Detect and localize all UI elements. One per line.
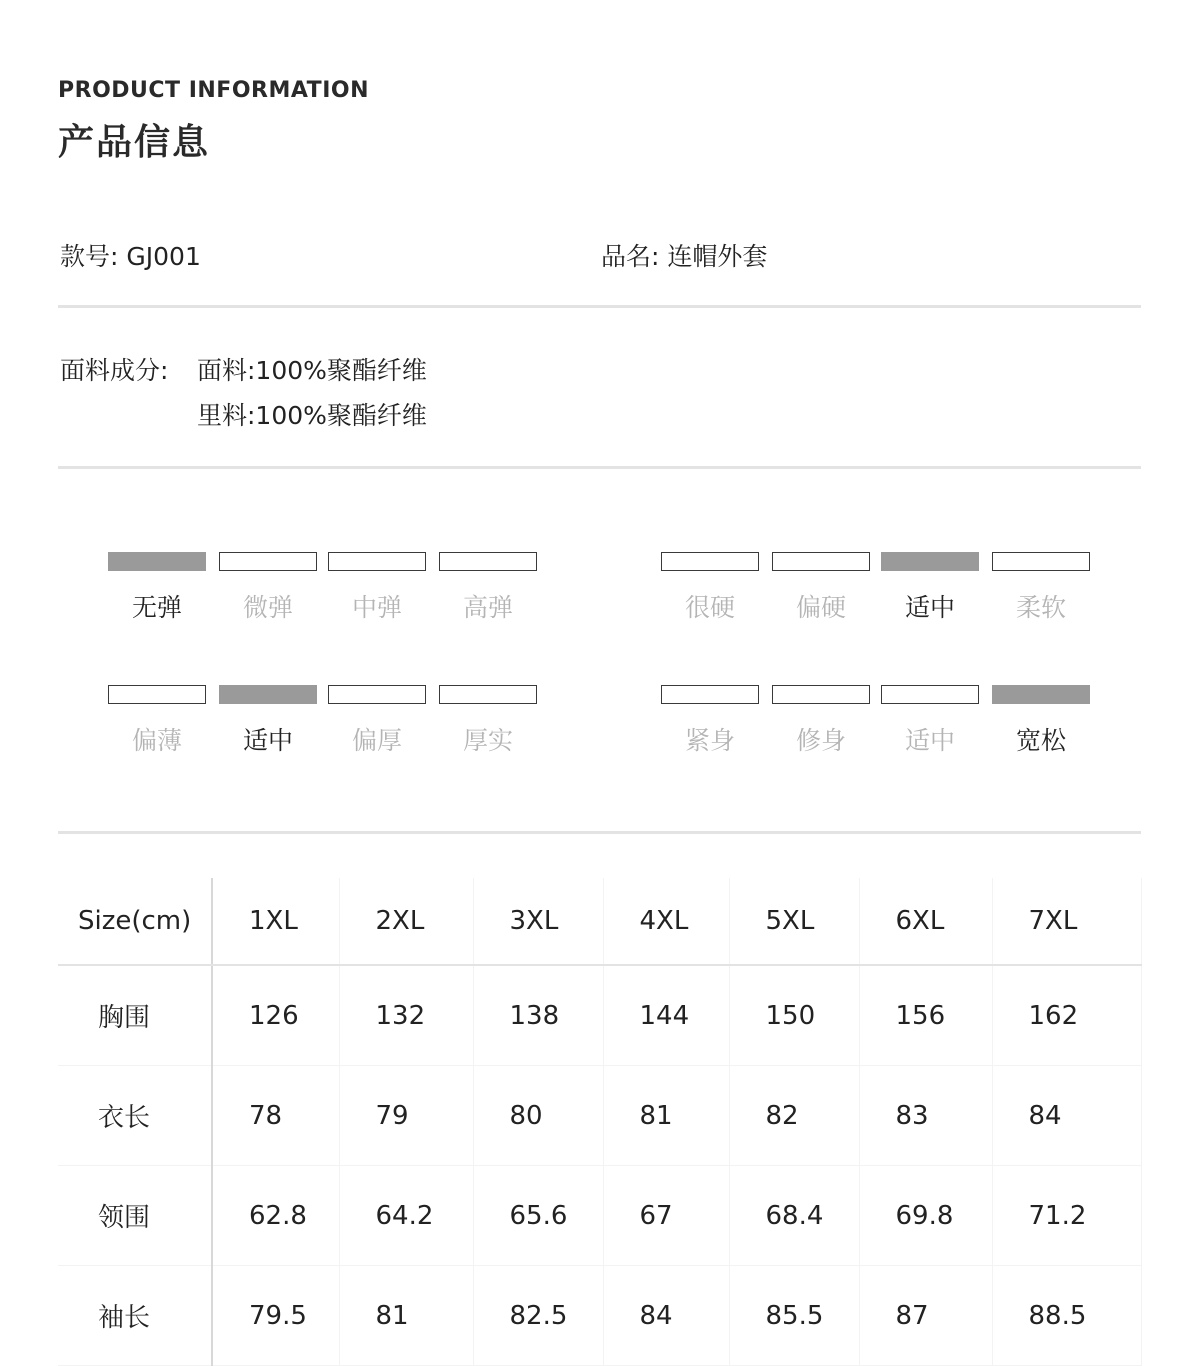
scale-option-label: 偏硬: [795, 593, 846, 622]
size-column-header: 7XL: [992, 878, 1141, 965]
measurement-value: 138: [473, 965, 603, 1066]
scale-option-label: 厚实: [462, 726, 513, 755]
scale-indicator-selected: [992, 685, 1090, 704]
scale-option-label: 微弹: [242, 593, 293, 622]
measurement-value: 162: [992, 965, 1141, 1066]
scale-indicator: [108, 685, 206, 704]
scale-indicator: [661, 552, 759, 571]
size-column-header: 5XL: [729, 878, 859, 965]
size-column-header: 1XL: [212, 878, 339, 965]
scale-indicator-selected: [881, 552, 979, 571]
divider: [58, 831, 1141, 834]
scale-option-label: 适中: [904, 726, 955, 755]
table-row: [58, 1166, 1141, 1266]
scale-indicator: [328, 552, 426, 571]
measurement-value: 65.6: [473, 1166, 603, 1266]
measurement-value: 82.5: [473, 1266, 603, 1366]
scale-option-label: 柔软: [1015, 593, 1066, 622]
measurement-value: 88.5: [992, 1266, 1141, 1366]
measurement-value: 83: [859, 1066, 992, 1166]
scale-indicator: [661, 685, 759, 704]
scale-option-label: 适中: [904, 593, 955, 622]
measurement-value: 67: [603, 1166, 729, 1266]
measurement-label: 袖长: [58, 1266, 212, 1366]
measurement-label: 领围: [58, 1166, 212, 1266]
scale-option-label: 中弹: [351, 593, 402, 622]
product-name: [601, 237, 767, 273]
divider: [58, 305, 1141, 308]
size-table-header: [58, 878, 1141, 965]
scale-indicator-selected: [108, 552, 206, 571]
measurement-value: 144: [603, 965, 729, 1066]
measurement-value: 68.4: [729, 1166, 859, 1266]
measurement-value: 62.8: [212, 1166, 339, 1266]
measurement-value: 79.5: [212, 1266, 339, 1366]
scale-option-label: 紧身: [684, 726, 735, 755]
measurement-value: 71.2: [992, 1166, 1141, 1266]
table-row: [58, 1066, 1141, 1166]
measurement-value: 78: [212, 1066, 339, 1166]
scale-option-label: 很硬: [684, 593, 735, 622]
table-row: [58, 1266, 1141, 1366]
measurement-value: 79: [339, 1066, 473, 1166]
measurement-value: 81: [603, 1066, 729, 1166]
scale-indicator: [439, 685, 537, 704]
section-title-zh: 产品信息: [58, 122, 211, 163]
fabric-line-lining: 里料:100%聚酯纤维: [197, 401, 427, 430]
measurement-value: 64.2: [339, 1166, 473, 1266]
measurement-value: 82: [729, 1066, 859, 1166]
scale-option-label: 修身: [795, 726, 846, 755]
measurement-value: 80: [473, 1066, 603, 1166]
scale-indicator: [439, 552, 537, 571]
size-column-header: 3XL: [473, 878, 603, 965]
scale-indicator: [328, 685, 426, 704]
section-title-en: PRODUCT INFORMATION: [58, 78, 369, 103]
size-header-label: Size(cm): [58, 878, 212, 965]
style-number-value: GJ001: [126, 242, 201, 271]
measurement-value: 132: [339, 965, 473, 1066]
measurement-value: 126: [212, 965, 339, 1066]
measurement-label: 衣长: [58, 1066, 212, 1166]
scale-option-label: 宽松: [1015, 726, 1066, 755]
scale-indicator: [881, 685, 979, 704]
measurement-value: 84: [992, 1066, 1141, 1166]
style-number-label: 款号:: [60, 242, 119, 271]
scale-indicator: [992, 552, 1090, 571]
scale-indicator: [772, 552, 870, 571]
scale-option-label: 适中: [242, 726, 293, 755]
measurement-value: 156: [859, 965, 992, 1066]
size-table: [58, 878, 1142, 1366]
measurement-value: 150: [729, 965, 859, 1066]
style-number: [60, 237, 201, 273]
scale-indicator-selected: [219, 685, 317, 704]
fabric-line-outer: 面料:100%聚酯纤维: [197, 356, 427, 385]
measurement-value: 81: [339, 1266, 473, 1366]
measurement-value: 87: [859, 1266, 992, 1366]
scale-option-label: 偏厚: [351, 726, 402, 755]
fabric-label: 面料成分:: [60, 356, 169, 385]
scale-indicator: [772, 685, 870, 704]
measurement-label: 胸围: [58, 965, 212, 1066]
scale-option-label: 高弹: [462, 593, 513, 622]
size-column-header: 6XL: [859, 878, 992, 965]
product-name-value: 连帽外套: [667, 242, 768, 271]
measurement-value: 84: [603, 1266, 729, 1366]
scale-option-label: 无弹: [131, 593, 182, 622]
divider: [58, 466, 1141, 469]
measurement-value: 69.8: [859, 1166, 992, 1266]
scale-indicator: [219, 552, 317, 571]
size-column-header: 2XL: [339, 878, 473, 965]
measurement-value: 85.5: [729, 1266, 859, 1366]
size-column-header: 4XL: [603, 878, 729, 965]
product-name-label: 品名:: [601, 242, 660, 271]
scale-option-label: 偏薄: [131, 726, 182, 755]
table-row: [58, 965, 1141, 1066]
